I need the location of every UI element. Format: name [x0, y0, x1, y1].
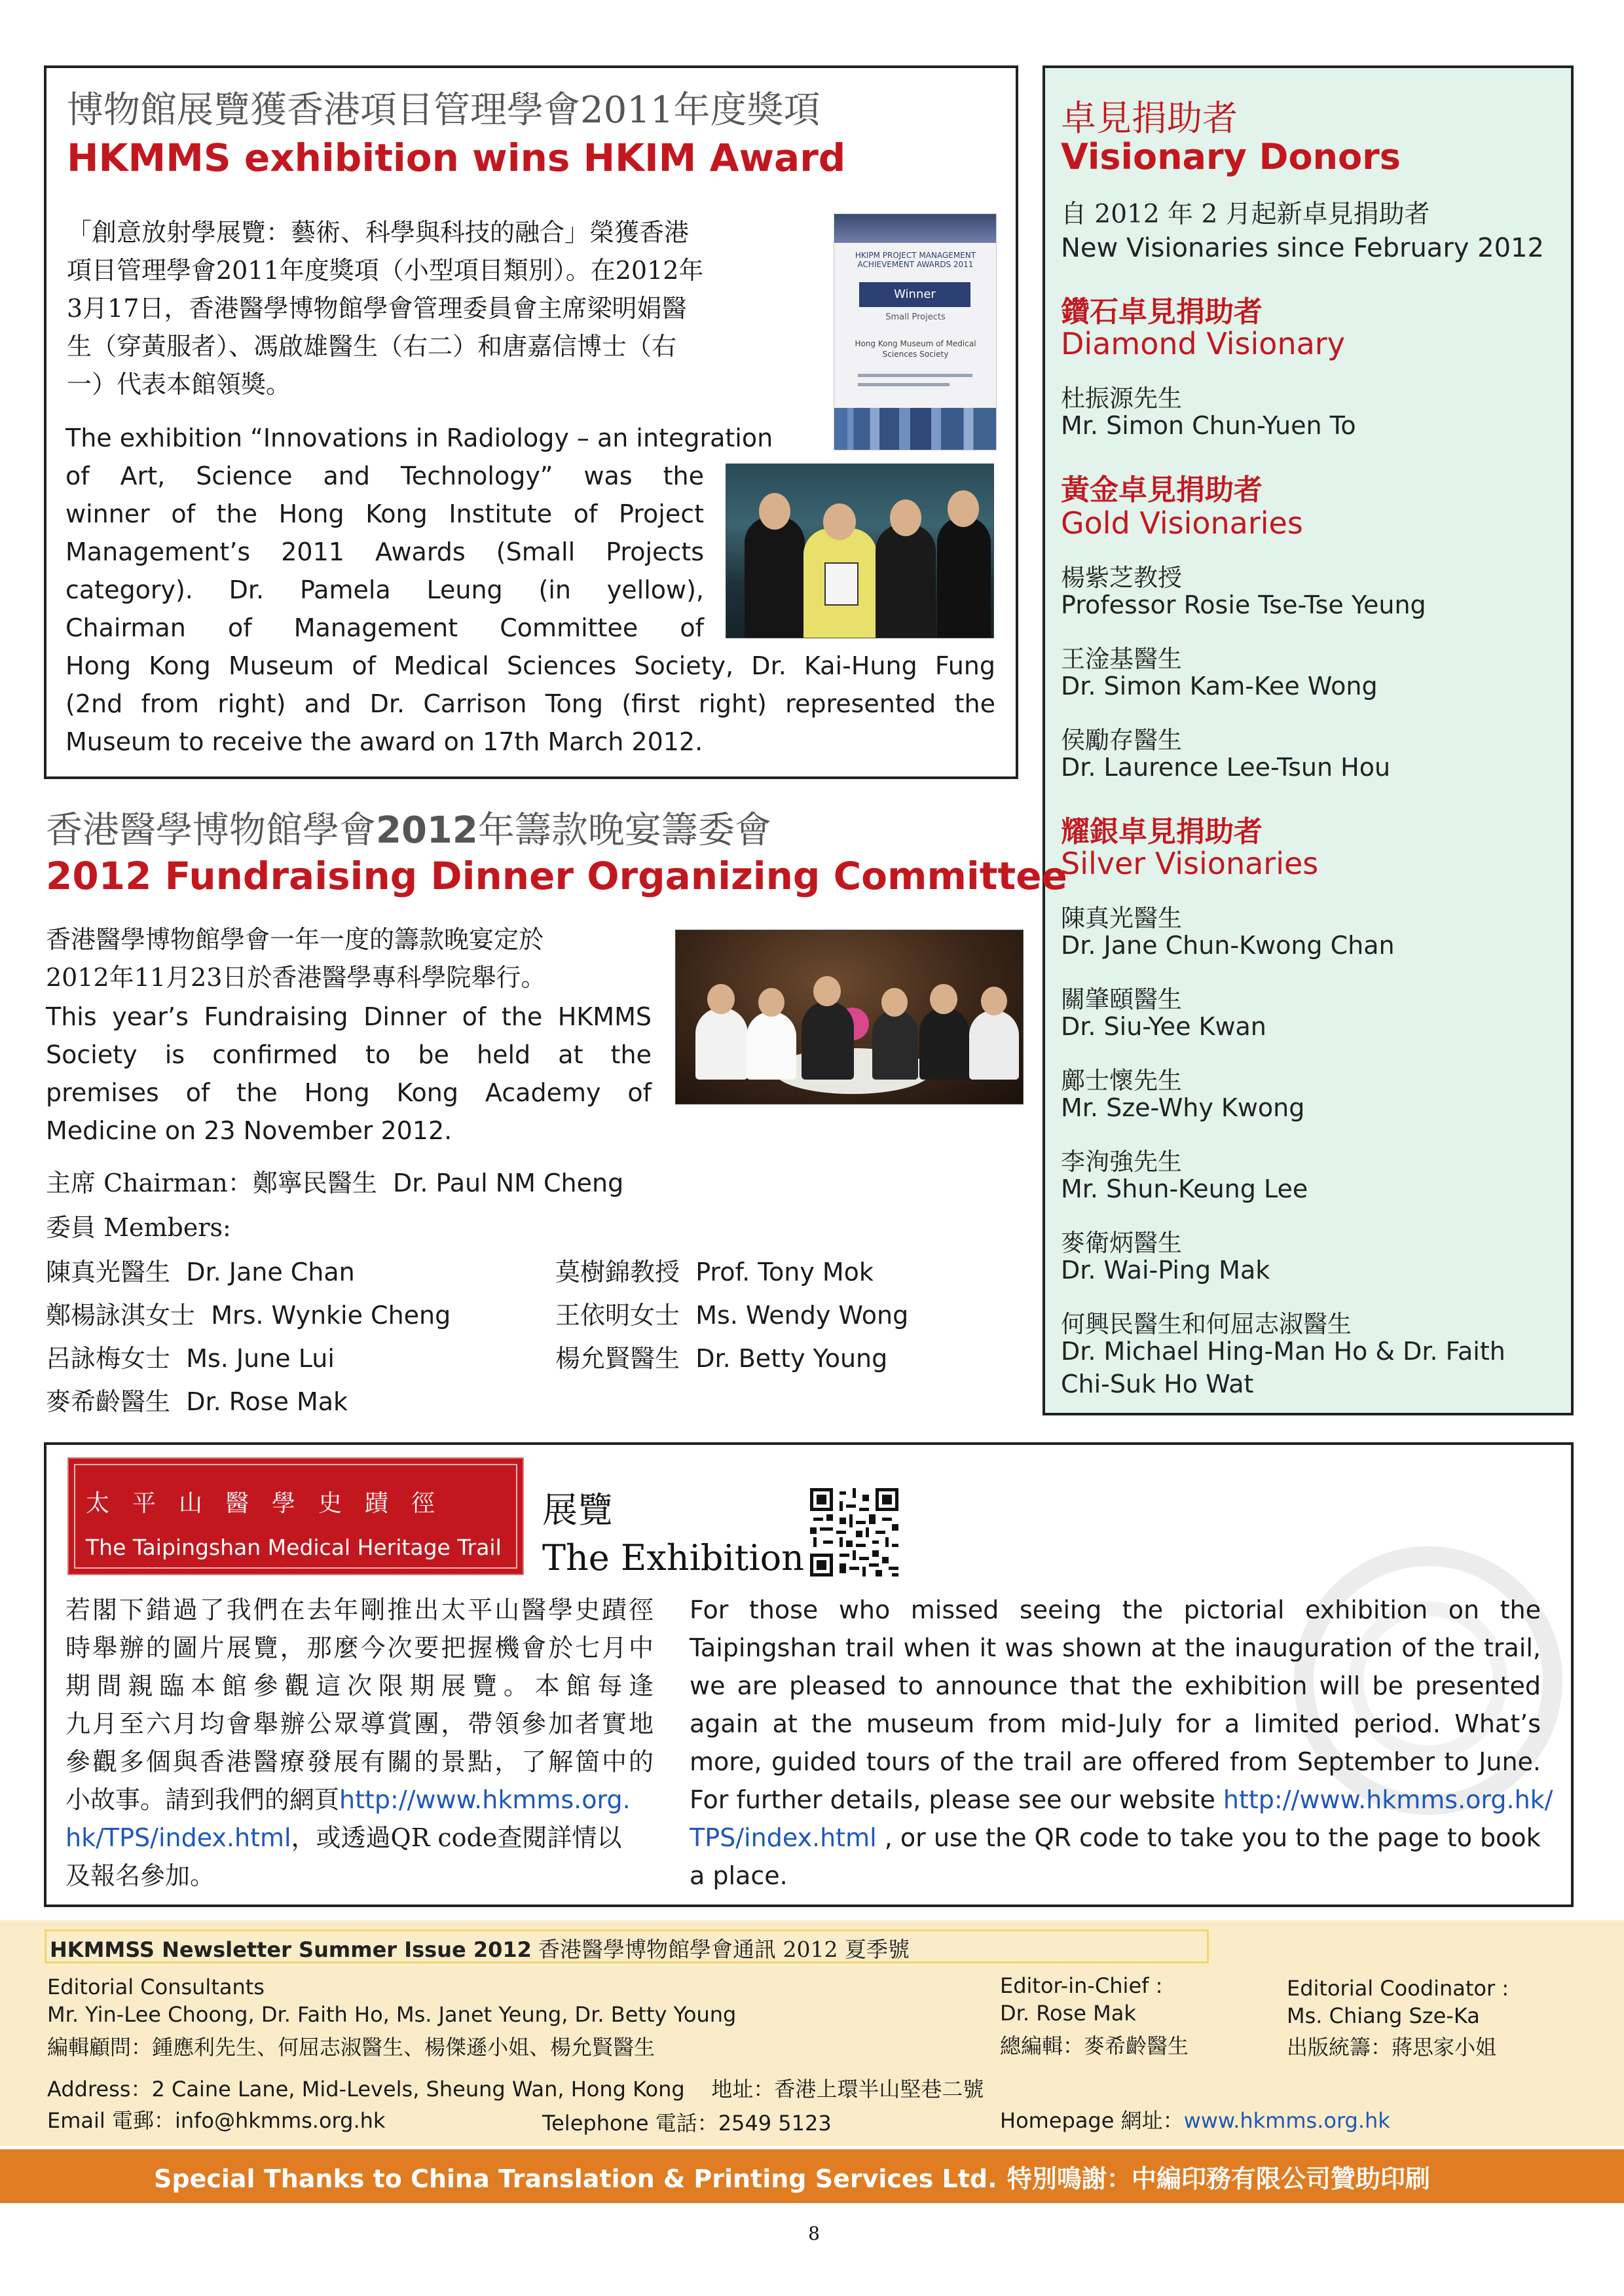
trail-badge-en: The Taipingshan Medical Heritage Trail — [86, 1535, 502, 1560]
donor-name-en-cont: Chi-Suk Ho Wat — [1061, 1370, 1254, 1398]
donor-name-en: Dr. Jane Chun-Kwong Chan — [1061, 931, 1395, 960]
trail-body-en: For those who missed seeing the pictorial exhibition on the Taipingshan trail when it was shown at the inauguration of the trail, we are pleased to announce that the exhibition will be presented again at the museum from mid-July for a limited period. What’s more, guided tours of the trail are offered from September to June. For further details, please see our website http://www.hkmms.org.hk/ TPS/index.html , or use the QR code to take you to the page to book a place. — [690, 1595, 1553, 1890]
photo-head — [948, 490, 979, 527]
editor-label: Editor-in-Chief : — [1000, 1973, 1163, 1998]
dinner-title-zh-a: 香港醫學博物館學會 — [46, 809, 376, 852]
chairman-name-en: Dr. Paul NM Cheng — [392, 1169, 624, 1197]
donor-name-en: Dr. Michael Hing-Man Ho & Dr. Faith — [1061, 1337, 1505, 1366]
newsletter-title-zh: 香港醫學博物館學會通訊 2012 夏季號 — [538, 1937, 910, 1962]
photo-person — [745, 517, 805, 638]
trail-body-en-text: , or use the QR code to take you to the page to book — [876, 1823, 1541, 1852]
photo-person — [695, 1008, 748, 1080]
silver-heading-zh: 耀銀卓見捐助者 — [1061, 815, 1263, 848]
coordinator-name-zh: 出版統籌：蔣思家小姐 — [1287, 2035, 1497, 2060]
donor-name-zh: 王淦基醫生 — [1061, 645, 1182, 673]
certificate-line — [858, 374, 972, 377]
donor-name-zh: 鄺士懷先生 — [1061, 1066, 1182, 1095]
award-body-en-last: Museum to receive the award on 17th March 2012. — [65, 727, 703, 756]
photo-person — [937, 517, 991, 638]
trail-website-link-en[interactable]: http://www.hkmms.org.hk/ — [1223, 1785, 1553, 1814]
coordinator-label: Editorial Coodinator : — [1287, 1976, 1509, 2001]
sponsor-thanks-text — [154, 2159, 1430, 2195]
donor-name-en: Dr. Laurence Lee-Tsun Hou — [1061, 753, 1391, 782]
donors-since-zh: 自 2012 年 2 月起新卓見捐助者 — [1061, 200, 1430, 229]
members-label: 委員 Members: — [46, 1213, 231, 1242]
award-body-zh: 「創意放射學展覽：藝術、科學與科技的融合」榮獲香港 項目管理學會2011年度獎項（小型項目類別）。在2012年 3月17日，香港醫學博物館學會管理委員會主席梁明娟醫 生（穿黃服者）、馮啟雄醫生（右二）和唐嘉信博士（右 一）代表本館領獎。 — [67, 218, 704, 399]
donor-name-en: Mr. Sze-Why Kwong — [1061, 1093, 1305, 1122]
homepage-line — [1000, 2104, 1390, 2134]
diamond-heading-en: Diamond Visionary — [1061, 326, 1345, 361]
photo-head — [890, 500, 921, 536]
member-item: 王依明女士 Ms. Wendy Wong — [555, 1301, 909, 1330]
certificate-line — [858, 383, 950, 386]
donor-name-en: Professor Rosie Tse-Tse Yeung — [1061, 591, 1426, 619]
dinner-body-zh: 香港醫學博物館學會一年一度的籌款晚宴定於 2012年11月23日於香港醫學專科學院舉行。 — [46, 925, 546, 992]
donors-since-en: New Visionaries since February 2012 — [1061, 233, 1544, 263]
chairman-label: 主席 Chairman： — [46, 1169, 253, 1197]
certificate-category: Small Projects — [885, 312, 946, 322]
exhibition-title-zh: 展覽 — [542, 1489, 613, 1531]
certificate-winner-text: Winner — [894, 287, 936, 301]
certificate-recipient: Hong Kong Museum of Medical Sciences Society — [855, 339, 976, 359]
editor-name-zh: 總編輯：麥希齡醫生 — [1000, 2033, 1189, 2058]
photo-person — [872, 1010, 918, 1080]
coordinator-name-en: Ms. Chiang Sze-Ka — [1287, 2003, 1480, 2028]
exhibition-title-en: The Exhibition — [542, 1537, 804, 1578]
donor-name-zh: 陳真光醫生 — [1061, 904, 1182, 932]
donor-name-zh: 何興民醫生和何屈志淑醫生 — [1061, 1310, 1352, 1338]
address-line — [47, 2073, 984, 2103]
award-title-en: HKMMS exhibition wins HKIM Award — [67, 136, 846, 180]
award-title-zh: 博物館展覽獲香港項目管理學會2011年度獎項 — [67, 89, 821, 132]
certificate-winner-badge — [859, 282, 970, 307]
photo-head — [981, 987, 1007, 1015]
dinner-title-en: 2012 Fundraising Dinner Organizing Committee — [46, 854, 1067, 898]
photo-certificate — [824, 562, 858, 606]
telephone-line: Telephone 電話：2549 5123 — [542, 2111, 832, 2136]
photo-head — [930, 984, 957, 1014]
trail-badge-zh: 太平山醫學史蹟徑 — [86, 1490, 458, 1517]
member-item: 呂詠梅女士 Ms. June Lui — [46, 1344, 335, 1373]
photo-head — [881, 988, 908, 1017]
award-ceremony-photo — [726, 464, 994, 638]
donor-name-zh: 李洵強先生 — [1061, 1148, 1182, 1176]
photo-head — [823, 503, 856, 540]
member-item: 楊允賢醫生 Dr. Betty Young — [555, 1344, 888, 1373]
silver-heading-en: Silver Visionaries — [1061, 846, 1319, 881]
trail-website-link-zh-cont[interactable]: hk/TPS/index.html — [65, 1823, 291, 1852]
gold-heading-en: Gold Visionaries — [1061, 505, 1303, 541]
trail-website-link-en-cont[interactable]: TPS/index.html — [690, 1823, 877, 1852]
consultants-label: Editorial Consultants — [47, 1975, 265, 1999]
editor-name-en: Dr. Rose Mak — [1000, 2001, 1136, 2026]
photo-head — [813, 976, 841, 1006]
qr-code-icon[interactable] — [810, 1488, 898, 1576]
member-item: 麥希齡醫生 Dr. Rose Mak — [46, 1387, 348, 1416]
donors-title-zh: 卓見捐助者 — [1061, 98, 1238, 139]
trail-website-link-zh[interactable]: http://www.hkmms.org. — [339, 1785, 631, 1814]
chairman-line — [46, 1163, 623, 1199]
photo-person — [919, 1008, 969, 1080]
photo-person — [876, 524, 936, 638]
dinner-title-zh-b: 年籌款晚宴籌委會 — [477, 809, 771, 852]
certificate-heading: HKIPM PROJECT MANAGEMENT ACHIEVEMENT AWARDS 2011 — [855, 251, 976, 269]
certificate-skyline — [834, 408, 996, 450]
donor-name-zh: 楊紫芝教授 — [1061, 564, 1182, 592]
photo-person — [969, 1010, 1019, 1080]
donor-name-en: Dr. Siu-Yee Kwan — [1061, 1012, 1266, 1041]
award-body-en-line: The exhibition “Innovations in Radiology – an integration — [65, 424, 773, 452]
trail-body-zh-text: ，或透過QR code查閱詳情以 — [291, 1823, 622, 1852]
member-item: 莫樹錦教授 Prof. Tony Mok — [555, 1258, 874, 1286]
homepage-label: Homepage 網址： — [1000, 2108, 1184, 2133]
donor-name-zh: 關肇頤醫生 — [1061, 985, 1182, 1013]
homepage-link[interactable]: www.hkmms.org.hk — [1183, 2108, 1390, 2133]
donor-name-en: Dr. Wai-Ping Mak — [1061, 1256, 1270, 1285]
gold-heading-zh: 黃金卓見捐助者 — [1061, 473, 1263, 507]
newsletter-issue-title — [50, 1933, 910, 1963]
address-en: Address：2 Caine Lane, Mid-Levels, Sheung Wan, Hong Kong — [47, 2077, 685, 2102]
page-number: 8 — [808, 2223, 820, 2244]
dinner-body-en-last: Medicine on 23 November 2012. — [46, 1116, 452, 1145]
donor-name-zh: 侯勵存醫生 — [1061, 726, 1182, 754]
award-certificate-image — [834, 213, 997, 450]
photo-head — [758, 988, 784, 1017]
address-zh: 地址：香港上環半山堅巷二號 — [711, 2077, 984, 2102]
consultants-names-zh: 編輯顧問：鍾應利先生、何屈志淑醫生、楊傑遜小姐、楊允賢醫生 — [47, 2035, 655, 2060]
donor-name-en: Dr. Simon Kam-Kee Wong — [1061, 672, 1378, 701]
donor-name-zh: 杜振源先生 — [1061, 384, 1182, 412]
award-body-en-wrapped: of Art, Science and Technology” was the winner of the Hong Kong Institute of Project Management’s 2011 Awards (Small Projects category). Dr. Pamela Leung (in yellow), Chairman of Management Committee of — [65, 462, 704, 642]
trail-body-en-text: For further details, please see our website — [690, 1785, 1223, 1814]
chairman-name-zh: 鄭寧民醫生 — [252, 1169, 377, 1197]
donor-name-en: Mr. Simon Chun-Yuen To — [1061, 411, 1356, 440]
dinner-title-zh-year: 2012 — [376, 809, 478, 852]
consultants-names-en: Mr. Yin-Lee Choong, Dr. Faith Ho, Ms. Janet Yeung, Dr. Betty Young — [47, 2002, 737, 2027]
dinner-body-en: This year’s Fundraising Dinner of the HKMMS Society is confirmed to be held at the premises of the Hong Kong Academy of — [46, 1002, 652, 1107]
dinner-title-zh — [46, 801, 771, 854]
dinner-committee-photo — [675, 930, 1024, 1104]
donor-name-zh: 麥衛炳醫生 — [1061, 1229, 1182, 1257]
donor-name-en: Mr. Shun-Keung Lee — [1061, 1175, 1308, 1203]
member-item: 陳真光醫生 Dr. Jane Chan — [46, 1258, 355, 1286]
photo-head — [707, 984, 735, 1014]
certificate-header-band — [834, 214, 996, 243]
photo-head — [759, 493, 790, 530]
sponsor-thanks-zh: 特別鳴謝：中編印務有限公司贊助印刷 — [1006, 2164, 1430, 2193]
photo-person — [747, 1011, 796, 1080]
photo-person — [802, 1001, 854, 1080]
newsletter-title-en: HKMMSS Newsletter Summer Issue 2012 — [50, 1937, 532, 1962]
trail-badge — [67, 1457, 524, 1575]
trail-body-zh: 若閣下錯過了我們在去年剛推出太平山醫學史蹟徑 時舉辦的圖片展覽，那麼今次要把握機會於七月中 期間親臨本館參觀這次限期展覽。本館每逢 九月至六月均會舉辦公眾導賞團，帶領參加者實地 參觀多個與香港醫療發展有關的景點，了解箇中的 小故事。請到我們的網頁http://www.hkmms.org. hk/TPS/index.html，或透過QR code查閱詳情以 及報名參加。 — [65, 1595, 654, 1890]
award-body-en-full: Hong Kong Museum of Medical Sciences Society, Dr. Kai-Hung Fung (2nd from right) and Dr. Carrison Tong (first right) represented the — [65, 651, 995, 718]
donors-title-en: Visionary Donors — [1061, 136, 1401, 177]
sponsor-thanks-en: Special Thanks to China Translation & Printing Services Ltd. — [154, 2164, 997, 2193]
trail-body-zh-text: 小故事。請到我們的網頁 — [65, 1785, 340, 1814]
member-item: 鄭楊詠淇女士 Mrs. Wynkie Cheng — [46, 1301, 451, 1330]
diamond-heading-zh: 鑽石卓見捐助者 — [1061, 295, 1263, 329]
email-line: Email 電郵：info@hkmms.org.hk — [47, 2108, 386, 2133]
